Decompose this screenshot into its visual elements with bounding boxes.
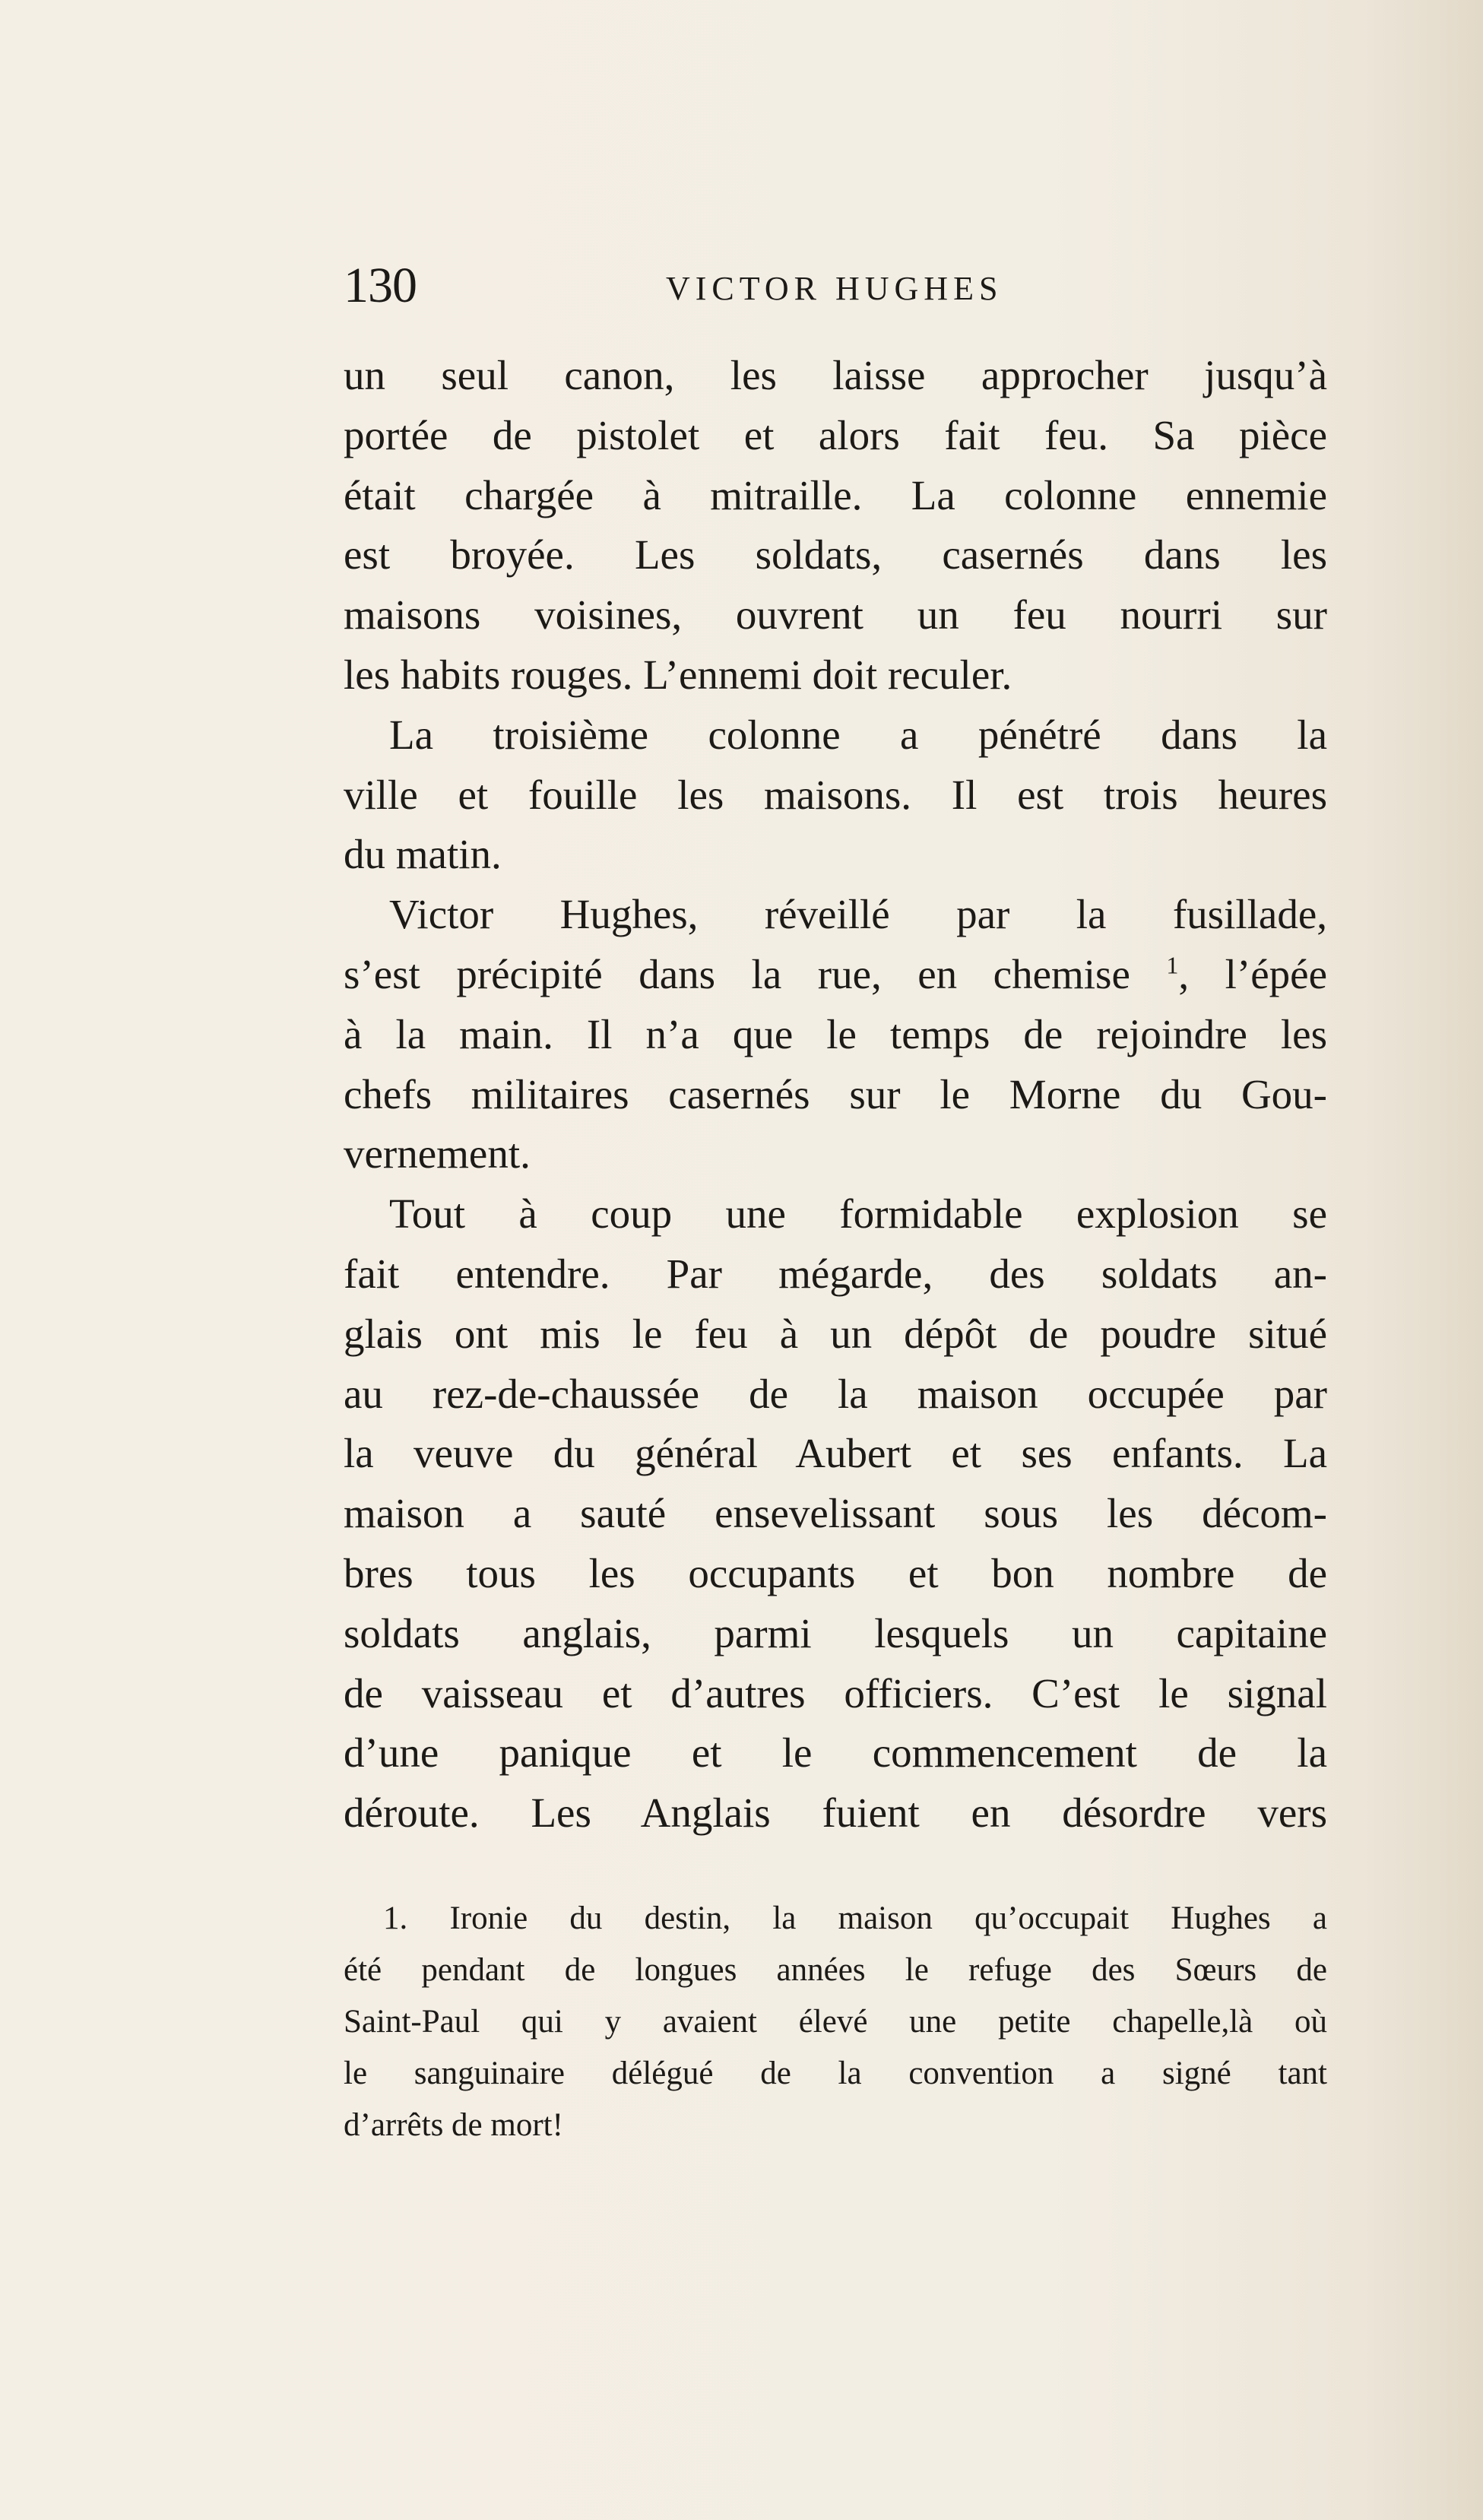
text-line: d’une panique et le commencement de la <box>344 1729 1327 1777</box>
text-line: un seul canon, les laisse approcher jusqu’à <box>344 352 1327 398</box>
footnote-line: Saint-Paul qui y avaient élevé une petite chapelle,là où <box>344 2004 1327 2040</box>
text-line: les habits rouges. L’ennemi doit reculer. <box>344 651 1012 698</box>
text-line: ville et fouille les maisons. Il est trois heures <box>344 771 1327 818</box>
text-line: vernement. <box>344 1130 531 1178</box>
text-line: chefs militaires casernés sur le Morne du Gou- <box>344 1070 1327 1117</box>
text-line: au rez-de-chaussée de la maison occupée par <box>344 1370 1327 1417</box>
body-text <box>344 346 1327 1843</box>
footnote-line: été pendant de longues années le refuge des Sœurs de <box>344 1952 1327 1988</box>
text-line: est broyée. Les soldats, casernés dans les <box>344 531 1327 578</box>
text-line: à la main. Il n’a que le temps de rejoindre les <box>344 1010 1327 1057</box>
text-line: fait entendre. Par mégarde, des soldats an- <box>344 1250 1327 1297</box>
text-line: bres tous les occupants et bon nombre de <box>344 1549 1327 1596</box>
footnote-line: 1. Ironie du destin, la maison qu’occupait Hughes a <box>383 1900 1327 1936</box>
text-line: soldats anglais, parmi lesquels un capitaine <box>344 1609 1327 1656</box>
text-line: du matin. <box>344 831 502 878</box>
text-segment: s’est précipité dans la rue, en chemise <box>344 950 1130 997</box>
text-line: était chargée à mitraille. La colonne ennemie <box>344 471 1327 518</box>
text-segment: , l’épée <box>1178 950 1327 997</box>
page-number: 130 <box>344 258 417 313</box>
text-line: La troisième colonne a pénétré dans la <box>389 711 1327 758</box>
footnote-line: le sanguinaire délégué de la convention a signé tant <box>344 2056 1327 2091</box>
text-line: maisons voisines, ouvrent un feu nourri sur <box>344 591 1327 639</box>
text-line: déroute. Les Anglais fuient en désordre vers <box>344 1789 1327 1837</box>
text-line-with-footnote-ref <box>344 945 1327 1005</box>
footnote-reference: 1 <box>1166 951 1179 979</box>
text-line: Tout à coup une formidable explosion se <box>389 1190 1327 1238</box>
text-line: portée de pistolet et alors fait feu. Sa pièce <box>344 411 1327 458</box>
text-line: de vaisseau et d’autres officiers. C’est le signal <box>344 1669 1327 1716</box>
text-line: maison a sauté ensevelissant sous les décom- <box>344 1490 1327 1537</box>
page-header <box>344 255 1332 316</box>
text-line: Victor Hughes, réveillé par la fusillade, <box>389 891 1327 938</box>
footnote <box>344 1893 1327 2151</box>
text-line: la veuve du général Aubert et ses enfants. La <box>344 1430 1327 1477</box>
footnote-line: d’arrêts de mort! <box>344 2107 563 2143</box>
running-title: VICTOR HUGHES <box>666 270 1003 307</box>
text-line: glais ont mis le feu à un dépôt de poudre situé <box>344 1310 1327 1357</box>
